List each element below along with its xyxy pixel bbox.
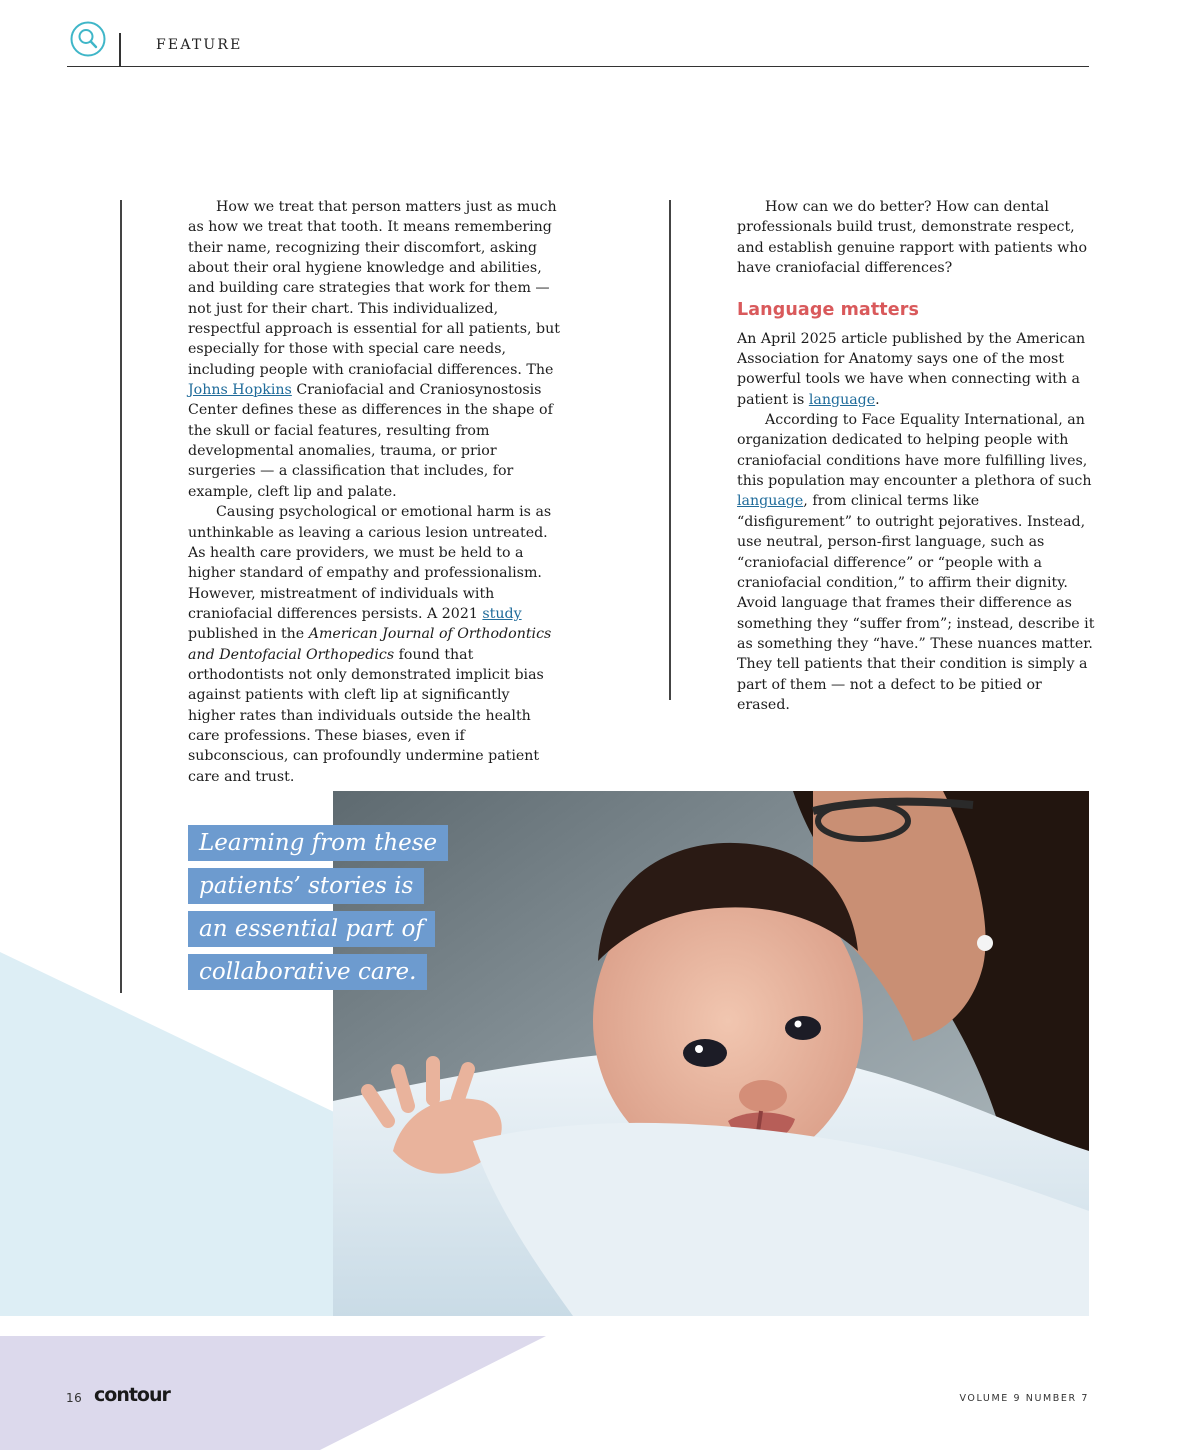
language-link[interactable]: language — [737, 493, 804, 510]
header-divider — [119, 33, 121, 67]
issue-label: VOLUME 9 NUMBER 7 — [959, 1393, 1089, 1404]
study-link[interactable]: study — [482, 605, 522, 622]
paragraph: How we treat that person matters just as much as how we treat that tooth. It means remembering their name, recognizing their discomfort, asking about their oral hygiene knowledge and abilities, and building care strategies that work for them — not just for their chart. This individualized, respectful approach is essential for all patients, but especially for those with special care needs, including people with craniofacial differences. The Johns Hopkins Craniofacial and Craniosynostosis Center defines these as differences in the shape of the skull or facial features, resulting from developmental anomalies, trauma, or prior surgeries — a classification that includes, for example, cleft lip and palate. — [188, 199, 560, 500]
pull-quote-line: an essential part of — [188, 911, 435, 947]
page-number: 16 — [66, 1391, 83, 1405]
paragraph: According to Face Equality International, an organization dedicated to helping people with craniofacial conditions have more fulfilling lives, this population may encounter a plethora of such language, from clinical terms like “disfigurement” to outright pejoratives. Instead, use neutral, person-first language, such as “craniofacial difference” or “people with a craniofacial condition,” to affirm their dignity. Avoid language that frames their difference as something they “suffer from”; instead, describe it as something they “have.” These nuances matter. They tell patients that their condition is simply a part of them — not a defect to be pitied or erased. — [737, 412, 1095, 713]
paragraph: How can we do better? How can dental professionals build trust, demonstrate respect, and establish genuine rapport with patients who have craniofacial differences? — [737, 199, 1088, 277]
pull-quote — [188, 825, 448, 997]
page-header — [0, 0, 1200, 70]
pull-quote-line: Learning from these — [188, 825, 448, 861]
left-column — [188, 197, 560, 787]
paragraph: Causing psychological or emotional harm is as unthinkable as leaving a carious lesion untreated. As health care providers, we must be held to a higher standard of empathy and professionalism. However, mistreatment of individuals with craniofacial differences persists. A 2021 study published in the American Journal of Orthodontics and Dentofacial Orthopedics found that orthodontists not only demonstrated implicit bias against patients with cleft lip at significantly higher rates than individuals outside the health care professions. These biases, even if subconscious, can profoundly undermine patient care and trust. — [188, 504, 552, 785]
contour-logo: contour — [94, 1384, 170, 1406]
middle-column-rule — [669, 200, 671, 700]
pull-quote-line: patients’ stories is — [188, 868, 424, 904]
search-icon[interactable] — [70, 21, 106, 57]
johns-hopkins-link[interactable]: Johns Hopkins — [188, 382, 292, 399]
section-label: FEATURE — [156, 37, 243, 53]
right-column — [737, 197, 1097, 715]
header-rule — [67, 66, 1089, 67]
journal-title: American Journal of Orthodontics and Dentofacial Orthopedics — [188, 626, 552, 663]
paragraph: An April 2025 article published by the American Association for Anatomy says one of the most powerful tools we have when connecting with a patient is language. — [737, 330, 1086, 408]
language-link[interactable]: language — [808, 391, 876, 408]
left-column-rule — [120, 200, 122, 993]
pull-quote-line: collaborative care. — [188, 954, 427, 990]
subheading: Language matters — [737, 300, 919, 321]
